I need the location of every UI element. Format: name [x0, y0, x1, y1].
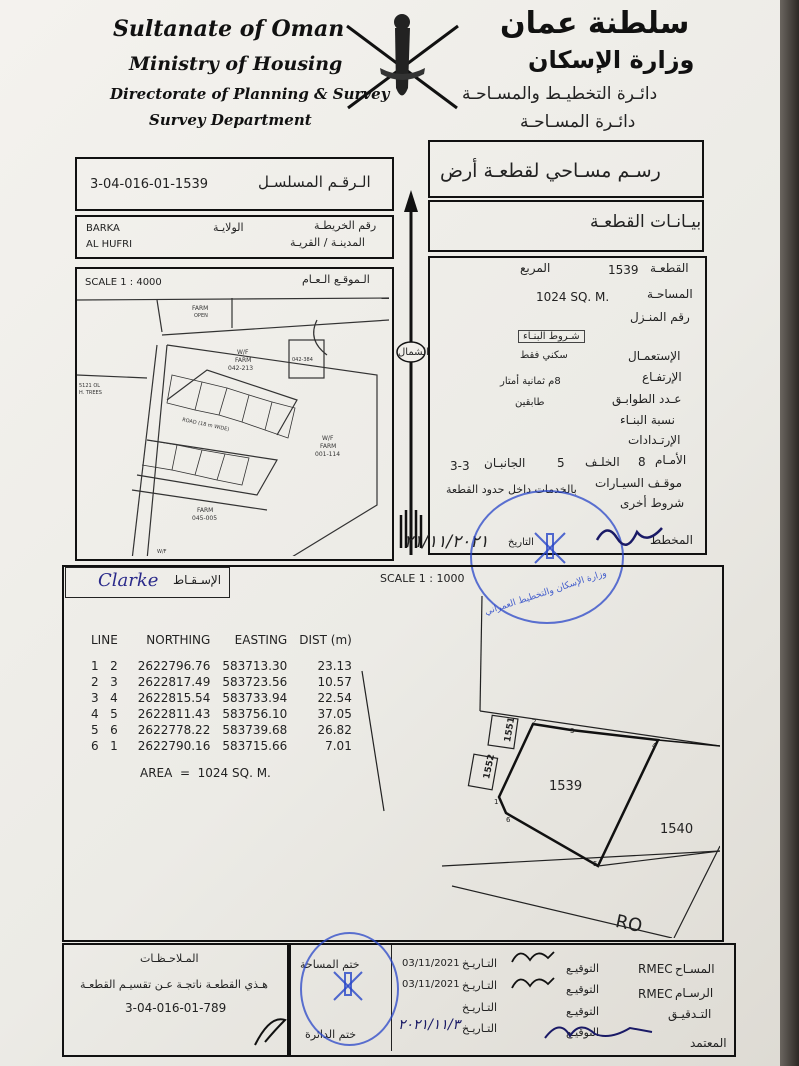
row-to: 4	[110, 691, 118, 705]
projection-handwritten: Clarke	[98, 570, 159, 591]
row-from: 4	[91, 707, 99, 721]
header-en-line1: Sultanate of Oman	[113, 16, 345, 42]
stamp-top-text: وزارة الإسكان والتخطيط العمراني	[483, 568, 608, 618]
row-dist: 7.01	[325, 739, 352, 753]
signoff-date: 03/11/2021	[402, 979, 460, 990]
sides-value: 3-3	[450, 459, 470, 473]
row-easting: 583715.66	[222, 739, 288, 753]
date-label: التاريخ	[508, 537, 534, 548]
key-map-farm-001-no: 001-114	[315, 451, 341, 458]
seal-label: ختم المساحة	[300, 958, 360, 971]
key-map-label: الـموقـع الـعـام	[302, 273, 370, 286]
serial-label: الـرقـم المسلسـل	[258, 173, 371, 191]
row-to: 3	[110, 675, 118, 689]
col-easting: EASTING	[234, 633, 288, 647]
key-map-wf-042: W/F	[237, 349, 249, 356]
square-label: المربع	[520, 261, 551, 275]
height-label: الإرتفـاع	[642, 370, 682, 384]
front-label: الأمـام	[655, 453, 687, 467]
row-from: 2	[91, 675, 99, 689]
use-label: الإستعمـال	[628, 349, 681, 363]
key-map-farm-open: FARM	[192, 305, 209, 312]
ratio-label: نسبة البنـاء	[620, 413, 675, 427]
header-ar-line4: دائـرة المسـاحـة	[520, 112, 636, 132]
col-line: LINE	[91, 633, 118, 647]
back-label: الخلـف	[585, 455, 620, 469]
row-easting: 583756.10	[222, 707, 288, 721]
row-to: 2	[110, 659, 118, 673]
approver-signature	[540, 1010, 660, 1050]
row-dist: 37.05	[317, 707, 352, 721]
row-to: 5	[110, 707, 118, 721]
row-to: 6	[110, 723, 118, 737]
notes-line2: 3-04-016-01-789	[125, 1001, 227, 1015]
oman-emblem-icon	[340, 8, 465, 113]
building-conditions: شـروط البنـاء	[518, 330, 585, 343]
stamp-top-emblem-icon	[530, 528, 570, 568]
notes-line1: هـذي القطعـة ناتجـة عـن تقسيـم القطعـة	[80, 978, 268, 991]
notes-signature	[250, 1010, 290, 1050]
signoff-sign-label: التوقيـع	[566, 962, 600, 975]
header-en-line3: Directorate of Planning & Survey	[110, 85, 390, 103]
rmec-signature-1	[508, 944, 558, 970]
key-map-farm-001: FARM	[320, 443, 337, 450]
row-from: 1	[91, 659, 99, 673]
vertex-2: 2	[532, 718, 537, 726]
key-map-farm-045: FARM	[197, 507, 214, 514]
wilayat-value: BARKA	[86, 223, 120, 234]
row-northing: 2622796.76	[137, 659, 211, 673]
signoff-company: RMEC	[638, 962, 673, 976]
signoff-date-label: التـاريـخ	[462, 1022, 497, 1035]
signoff-sign-label: التوقيـع	[566, 1005, 600, 1018]
row-easting: 583733.94	[222, 691, 288, 705]
row-northing: 2622811.43	[137, 707, 211, 721]
parking-value: بالخدمات داخل حدود القطعة	[446, 483, 577, 496]
row-northing: 2622817.49	[137, 675, 211, 689]
row-northing: 2622815.54	[137, 691, 211, 705]
plan-plot-1540: 1540	[660, 822, 694, 837]
row-dist: 23.13	[317, 659, 352, 673]
header-ar-line3: دائـرة التخطيـط والمسـاحـة	[462, 84, 658, 104]
header-en-line2: Ministry of Housing	[129, 53, 343, 75]
parcel-plan-drawing	[62, 596, 720, 938]
row-dist: 26.82	[317, 723, 352, 737]
signoff-role: المعتمد	[690, 1036, 727, 1050]
key-map-note2: H. TREES	[79, 390, 102, 396]
col-dist: DIST (m)	[299, 633, 352, 647]
key-map-farm-042: FARM	[235, 357, 252, 364]
key-map-farm-045-no: 045-005	[192, 515, 218, 522]
key-map-bottom-wf: W/F	[157, 549, 167, 555]
signoff-company: RMEC	[638, 987, 673, 1001]
vertex-3: 3	[570, 727, 575, 735]
village-value: AL HUFRI	[86, 239, 133, 250]
row-northing: 2622778.22	[137, 723, 211, 737]
plan-plot-1539: 1539	[549, 779, 583, 794]
seal-label2: ختم الدائرة	[305, 1028, 357, 1041]
row-from: 3	[91, 691, 99, 705]
seal-emblem-icon	[330, 968, 366, 1004]
row-easting: 583713.30	[222, 659, 288, 673]
header-en-line4: Survey Department	[149, 111, 312, 129]
row-northing: 2622790.16	[137, 739, 211, 753]
signoff-sign-label: التوقيـع	[566, 983, 600, 996]
col-northing: NORTHING	[146, 633, 211, 647]
vertex-4: 4	[652, 742, 657, 750]
signoff-role: الرسـام	[675, 986, 714, 1000]
header-ar-line1: سلطنة عمان	[500, 6, 690, 41]
serial-value: 3-04-016-01-1539	[90, 177, 209, 192]
use-value: سكني فقط	[520, 350, 568, 361]
vertex-6: 6	[506, 816, 511, 824]
back-value: 5	[557, 456, 565, 470]
planner-signature	[592, 520, 672, 550]
floors-label: عـدد الطوابـق	[612, 392, 682, 406]
area-label: المساحـة	[647, 287, 693, 301]
row-from: 5	[91, 723, 99, 737]
plan-plot-1551: 1551	[503, 716, 518, 743]
key-map-parcel-384: 042-384	[292, 357, 313, 363]
area-value: 1024 SQ. M.	[536, 290, 610, 304]
setbacks-label: الإرتـدادات	[628, 433, 681, 447]
header-ar-line2: وزارة الإسكان	[528, 46, 695, 74]
parking-label: موقـف السيـارات	[595, 476, 683, 490]
key-map-farm-open-sub: OPEN	[194, 313, 208, 319]
key-map-wf-001: W/F	[322, 435, 334, 442]
key-map-drawing	[77, 290, 389, 556]
area-summary: AREA = 1024 SQ. M.	[140, 766, 271, 780]
date-value: ٢١/١١/٢٠٢١	[404, 532, 489, 552]
plot-value: 1539	[608, 263, 639, 277]
signoff-role: المسـاح	[675, 962, 715, 976]
key-map-scale: SCALE 1 : 4000	[85, 277, 162, 288]
row-easting: 583739.68	[222, 723, 288, 737]
plot-data-title: بيـانـات القطعـة	[590, 212, 702, 232]
signoff-role: التـدقيـق	[668, 1007, 712, 1021]
row-dist: 22.54	[317, 691, 352, 705]
document-title: رسـم مسـاحي لقطعـة أرض	[440, 160, 661, 182]
key-map-road: ROAD (18 m WIDE)	[181, 417, 230, 433]
signoff-date-label: التـاريـخ	[462, 979, 497, 992]
signoff-sign-label: التوقيـع	[566, 1026, 600, 1039]
rmec-signature-2	[508, 970, 558, 996]
house-no-label: رقم المنـزل	[630, 310, 690, 324]
north-label: الشمال	[398, 347, 429, 358]
row-from: 6	[91, 739, 99, 753]
page-edge-shadow	[780, 0, 799, 1066]
row-dist: 10.57	[317, 675, 352, 689]
plan-plot-1552: 1552	[482, 753, 498, 780]
signoff-date: 03/11/2021	[402, 958, 460, 969]
planner-label: المخطط	[650, 533, 693, 547]
signoff-date: ٢٠٢١/١١/٣	[398, 1017, 461, 1033]
north-arrow-icon	[393, 190, 429, 560]
height-value: 8م ثمانية أمتار	[500, 376, 561, 387]
plot-label: القطعـة	[650, 261, 689, 275]
sides-label: الجانبـان	[484, 456, 526, 470]
vertex-1: 1	[494, 798, 499, 806]
key-map-note1: 5121 OL	[79, 383, 101, 389]
plan-scale: SCALE 1 : 1000	[380, 572, 465, 585]
other-label: شروط أخرى	[620, 496, 685, 510]
plan-road-label: RO	[613, 910, 645, 938]
notes-title: المـلاحـظـات	[140, 952, 199, 965]
signoff-date-label: التـاريـخ	[462, 957, 497, 970]
village-label: المدينـة / القريـة	[290, 236, 365, 249]
key-map-farm-042-no: 042-213	[228, 365, 254, 372]
floors-value: طابقين	[515, 397, 545, 408]
projection-label: الإسـقـاط	[173, 573, 222, 587]
vertex-5: 5	[593, 860, 598, 868]
row-to: 1	[110, 739, 118, 753]
map-no-label: رقم الخريطـة	[314, 219, 377, 232]
row-easting: 583723.56	[222, 675, 288, 689]
front-value: 8	[638, 455, 646, 469]
signoff-date-label: التـاريـخ	[462, 1001, 497, 1014]
wilayat-label: الولايـة	[213, 221, 244, 234]
